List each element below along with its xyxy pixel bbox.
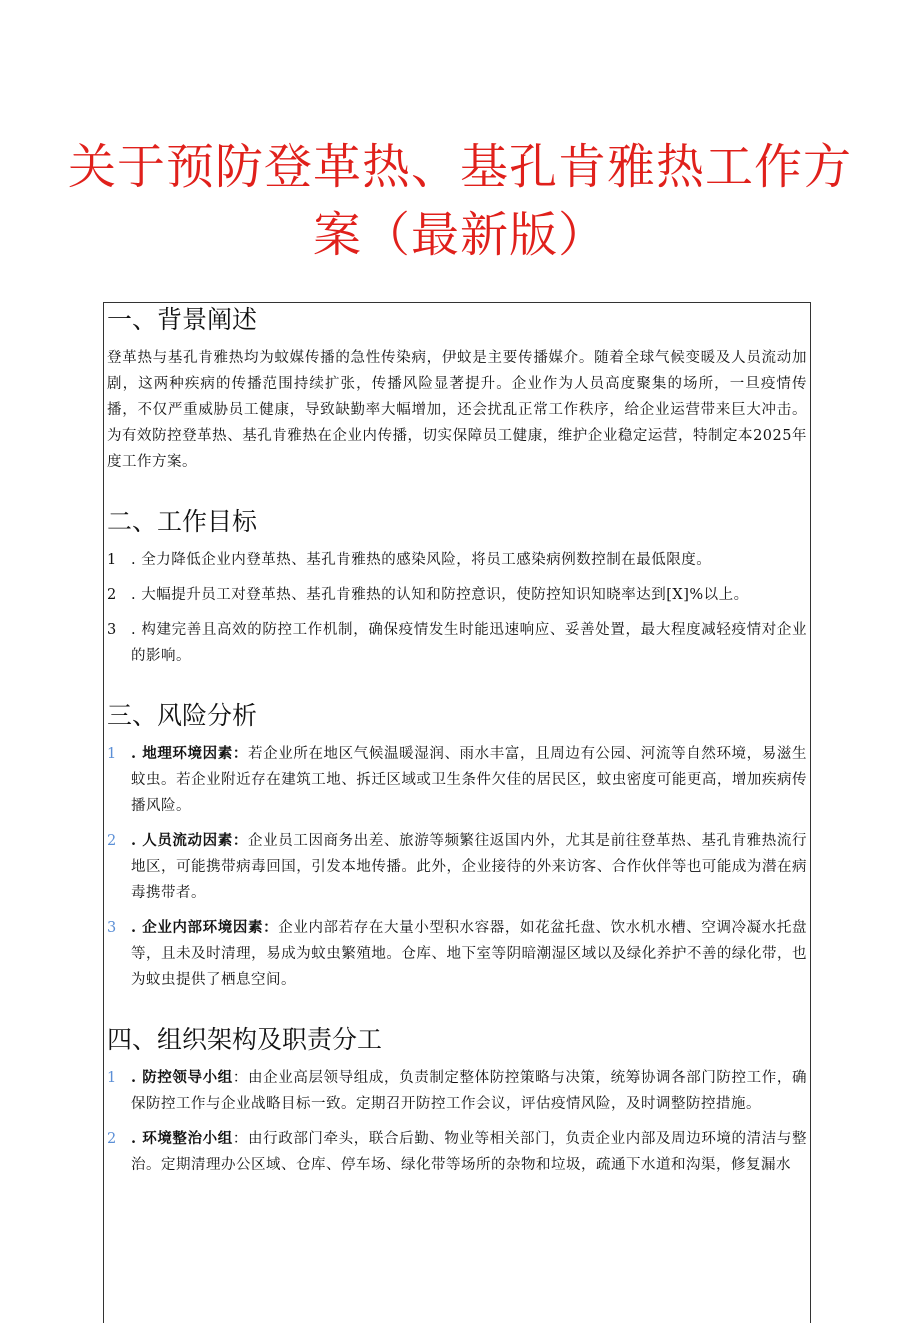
document-body: [107, 303, 807, 1178]
item-number: 3: [107, 622, 117, 638]
item-number: 2: [107, 587, 117, 603]
item-text: 企业员工因商务出差、旅游等频繁往返国内外，尤其是前往登革热、基孔肯雅热流行地区，可能携带病毒回国，引发本地传播。此外，企业接待的外来访客、合作伙伴等也可能成为潜在病毒携带者。: [131, 833, 807, 901]
section-background: [107, 303, 807, 475]
list-item: [107, 828, 807, 906]
list-item: [107, 1065, 807, 1117]
list-item: [107, 915, 807, 993]
item-number: 1: [107, 552, 117, 568]
list-item: [107, 741, 807, 819]
item-lead: . 防控领导小组: [131, 1069, 233, 1086]
item-text: 企业内部若存在大量小型积水容器，如花盆托盘、饮水机水槽、空调冷凝水托盘等，且未及时清理，易成为蚊虫繁殖地。仓库、地下室等阴暗潮湿区域以及绿化养护不善的绿化带，也为蚊虫提供了栖息空间。: [131, 920, 807, 988]
item-lead: . 企业内部环境因素：: [131, 919, 279, 936]
list-item: [107, 1126, 807, 1178]
item-number: 2: [107, 1131, 117, 1147]
item-text: . 全力降低企业内登革热、基孔肯雅热的感染风险，将员工感染病例数控制在最低限度。: [131, 552, 712, 568]
list-item: [107, 617, 807, 669]
section-risk-analysis: [107, 699, 807, 993]
item-text: . 大幅提升员工对登革热、基孔肯雅热的认知和防控意识，使防控知识知晓率达到[X]%以上。: [131, 587, 749, 603]
list-item: [107, 547, 807, 573]
item-number: 3: [107, 920, 117, 936]
item-lead: . 地理环境因素：: [131, 745, 248, 762]
document-title-line-2: 案（最新版）: [312, 207, 607, 263]
section-goals: [107, 505, 807, 669]
section-paragraph: 登革热与基孔肯雅热均为蚊媒传播的急性传染病，伊蚊是主要传播媒介。随着全球气候变暖及人员流动加剧，这两种疾病的传播范围持续扩张，传播风险显著提升。企业作为人员高度聚集的场所，一旦疫情传播，不仅严重威胁员工健康，导致缺勤率大幅增加，还会扰乱正常工作秩序，给企业运营带来巨大冲击。为有效防控登革热、基孔肯雅热在企业内传播，切实保障员工健康，维护企业稳定运营，特制定本2025年度工作方案。: [107, 350, 807, 470]
item-text: ：由行政部门牵头，联合后勤、物业等相关部门，负责企业内部及周边环境的清洁与整治。定期清理办公区域、仓库、停车场、绿化带等场所的杂物和垃圾，疏通下水道和沟渠，修复漏水: [131, 1131, 807, 1173]
document-title-line-1: 关于预防登革热、基孔肯雅热工作方: [67, 139, 852, 195]
section-heading: 四、组织架构及职责分工: [107, 1025, 383, 1054]
item-lead: . 环境整治小组: [131, 1130, 233, 1147]
item-text: . 构建完善且高效的防控工作机制，确保疫情发生时能迅速响应、妥善处置，最大程度减轻疫情对企业的影响。: [131, 622, 807, 664]
section-organization: [107, 1023, 807, 1178]
item-number: 1: [107, 746, 117, 762]
item-text: 若企业所在地区气候温暖湿润、雨水丰富，且周边有公园、河流等自然环境，易滋生蚊虫。若企业附近存在建筑工地、拆迁区域或卫生条件欠佳的居民区，蚊虫密度可能更高，增加疾病传播风险。: [131, 746, 807, 814]
section-heading: 三、风险分析: [107, 701, 258, 730]
item-lead: . 人员流动因素：: [131, 832, 248, 849]
item-number: 2: [107, 833, 117, 849]
list-item: [107, 582, 807, 608]
item-text: ：由企业高层领导组成，负责制定整体防控策略与决策，统筹协调各部门防控工作，确保防控工作与企业战略目标一致。定期召开防控工作会议，评估疫情风险，及时调整防控措施。: [131, 1070, 807, 1112]
section-heading: 二、工作目标: [107, 507, 258, 536]
section-heading: 一、背景阐述: [107, 305, 258, 334]
item-number: 1: [107, 1070, 117, 1086]
